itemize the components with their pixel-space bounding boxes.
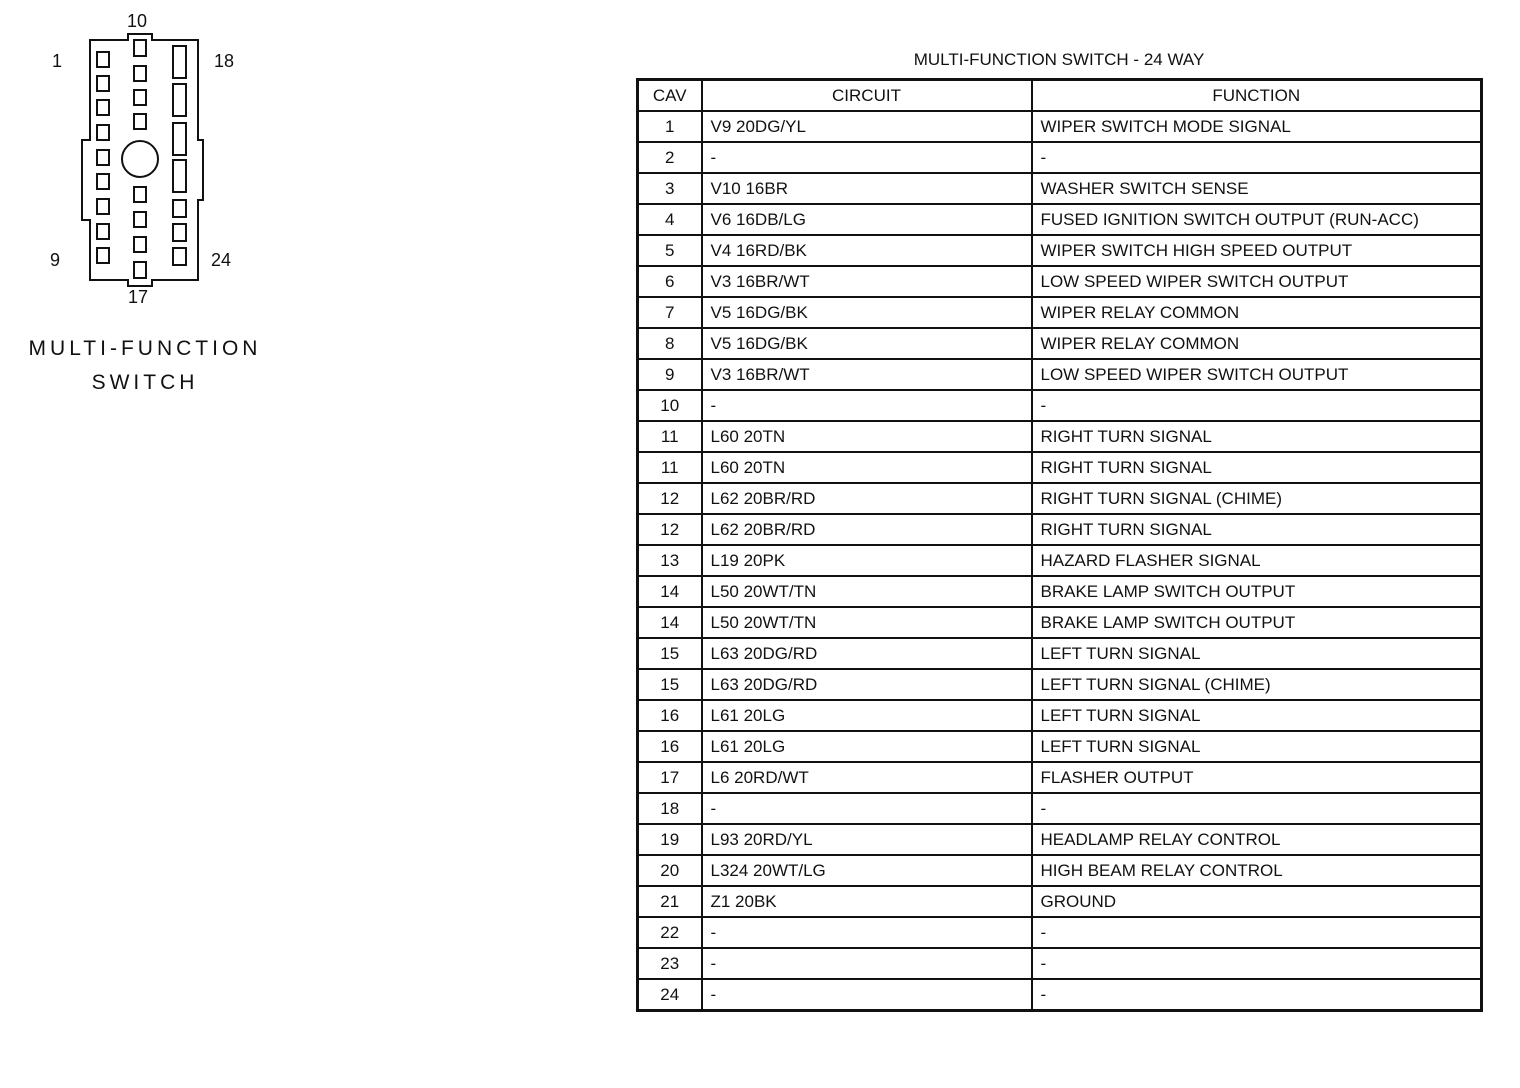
- table-row: [638, 731, 1482, 762]
- pin-label-17: 17: [128, 287, 149, 307]
- function-cell: RIGHT TURN SIGNAL (CHIME): [1032, 483, 1482, 514]
- function-cell: HEADLAMP RELAY CONTROL: [1032, 824, 1482, 855]
- function-cell: -: [1032, 917, 1482, 948]
- circuit-cell: V9 20DG/YL: [702, 111, 1032, 142]
- table-body: [638, 111, 1482, 1011]
- cav-cell: 21: [638, 886, 702, 917]
- table-row: [638, 266, 1482, 297]
- circuit-cell: V6 16DB/LG: [702, 204, 1032, 235]
- function-cell: WIPER SWITCH MODE SIGNAL: [1032, 111, 1482, 142]
- function-cell: BRAKE LAMP SWITCH OUTPUT: [1032, 607, 1482, 638]
- pinout-table: [636, 78, 1483, 1012]
- circuit-cell: V4 16RD/BK: [702, 235, 1032, 266]
- table-row: [638, 483, 1482, 514]
- cav-cell: 6: [638, 266, 702, 297]
- circuit-cell: -: [702, 948, 1032, 979]
- table-row: [638, 979, 1482, 1011]
- circuit-cell: -: [702, 979, 1032, 1011]
- function-cell: LOW SPEED WIPER SWITCH OUTPUT: [1032, 359, 1482, 390]
- function-cell: -: [1032, 979, 1482, 1011]
- pin-label-24: 24: [211, 250, 232, 270]
- header-function: FUNCTION: [1032, 80, 1482, 112]
- circuit-cell: L63 20DG/RD: [702, 638, 1032, 669]
- table-row: [638, 173, 1482, 204]
- cav-cell: 18: [638, 793, 702, 824]
- table-row: [638, 421, 1482, 452]
- cav-cell: 8: [638, 328, 702, 359]
- circuit-cell: -: [702, 793, 1032, 824]
- circuit-cell: L60 20TN: [702, 452, 1032, 483]
- header-circuit: CIRCUIT: [702, 80, 1032, 112]
- function-cell: BRAKE LAMP SWITCH OUTPUT: [1032, 576, 1482, 607]
- cav-cell: 1: [638, 111, 702, 142]
- function-cell: FUSED IGNITION SWITCH OUTPUT (RUN-ACC): [1032, 204, 1482, 235]
- function-cell: LEFT TURN SIGNAL: [1032, 731, 1482, 762]
- table-row: [638, 514, 1482, 545]
- cav-cell: 11: [638, 421, 702, 452]
- function-cell: WIPER RELAY COMMON: [1032, 297, 1482, 328]
- table-row: [638, 669, 1482, 700]
- cav-cell: 16: [638, 731, 702, 762]
- cav-cell: 16: [638, 700, 702, 731]
- table-row: [638, 762, 1482, 793]
- cav-cell: 11: [638, 452, 702, 483]
- function-cell: HAZARD FLASHER SIGNAL: [1032, 545, 1482, 576]
- table-row: [638, 204, 1482, 235]
- function-cell: WASHER SWITCH SENSE: [1032, 173, 1482, 204]
- table-row: [638, 793, 1482, 824]
- function-cell: RIGHT TURN SIGNAL: [1032, 514, 1482, 545]
- table-title: MULTI-FUNCTION SWITCH - 24 WAY: [913, 50, 1205, 69]
- table-row: [638, 917, 1482, 948]
- cav-cell: 20: [638, 855, 702, 886]
- cav-cell: 13: [638, 545, 702, 576]
- table-row: [638, 638, 1482, 669]
- cav-cell: 22: [638, 917, 702, 948]
- circuit-cell: V10 16BR: [702, 173, 1032, 204]
- circuit-cell: L60 20TN: [702, 421, 1032, 452]
- function-cell: WIPER RELAY COMMON: [1032, 328, 1482, 359]
- cav-cell: 5: [638, 235, 702, 266]
- table-row: [638, 235, 1482, 266]
- table-row: [638, 855, 1482, 886]
- cav-cell: 4: [638, 204, 702, 235]
- function-cell: RIGHT TURN SIGNAL: [1032, 452, 1482, 483]
- function-cell: LEFT TURN SIGNAL: [1032, 638, 1482, 669]
- table-row: [638, 390, 1482, 421]
- circuit-cell: -: [702, 917, 1032, 948]
- function-cell: -: [1032, 142, 1482, 173]
- circuit-cell: L19 20PK: [702, 545, 1032, 576]
- table-row: [638, 607, 1482, 638]
- cav-cell: 9: [638, 359, 702, 390]
- connector-key-circle: [122, 141, 158, 177]
- cav-cell: 23: [638, 948, 702, 979]
- cav-cell: 24: [638, 979, 702, 1011]
- caption-line-2: SWITCH: [91, 371, 199, 394]
- table-row: [638, 948, 1482, 979]
- cav-cell: 12: [638, 483, 702, 514]
- table-row: [638, 824, 1482, 855]
- cav-cell: 14: [638, 576, 702, 607]
- circuit-cell: L6 20RD/WT: [702, 762, 1032, 793]
- circuit-cell: L324 20WT/LG: [702, 855, 1032, 886]
- cav-cell: 12: [638, 514, 702, 545]
- function-cell: -: [1032, 390, 1482, 421]
- function-cell: HIGH BEAM RELAY CONTROL: [1032, 855, 1482, 886]
- connector-face-diagram: [0, 0, 300, 320]
- connector-caption: [20, 332, 270, 400]
- header-cav: CAV: [638, 80, 702, 112]
- pin-label-10: 10: [127, 11, 148, 31]
- cav-cell: 19: [638, 824, 702, 855]
- table-row: [638, 886, 1482, 917]
- cav-cell: 10: [638, 390, 702, 421]
- table-row: [638, 297, 1482, 328]
- circuit-cell: L62 20BR/RD: [702, 483, 1032, 514]
- table-row: [638, 545, 1482, 576]
- function-cell: FLASHER OUTPUT: [1032, 762, 1482, 793]
- pin-column-center: [134, 40, 146, 278]
- function-cell: GROUND: [1032, 886, 1482, 917]
- cav-cell: 14: [638, 607, 702, 638]
- table-row: [638, 576, 1482, 607]
- table-row: [638, 142, 1482, 173]
- connector-figure: [0, 0, 300, 420]
- function-cell: LOW SPEED WIPER SWITCH OUTPUT: [1032, 266, 1482, 297]
- cav-cell: 2: [638, 142, 702, 173]
- circuit-cell: V5 16DG/BK: [702, 297, 1032, 328]
- function-cell: WIPER SWITCH HIGH SPEED OUTPUT: [1032, 235, 1482, 266]
- table-row: [638, 359, 1482, 390]
- circuit-cell: V3 16BR/WT: [702, 266, 1032, 297]
- table-row: [638, 700, 1482, 731]
- table-row: [638, 328, 1482, 359]
- cav-cell: 3: [638, 173, 702, 204]
- pin-column-right: [173, 46, 186, 265]
- function-cell: RIGHT TURN SIGNAL: [1032, 421, 1482, 452]
- pin-label-9: 9: [50, 250, 61, 270]
- function-cell: LEFT TURN SIGNAL (CHIME): [1032, 669, 1482, 700]
- caption-line-1: MULTI-FUNCTION: [28, 337, 262, 360]
- function-cell: -: [1032, 793, 1482, 824]
- circuit-cell: V3 16BR/WT: [702, 359, 1032, 390]
- pin-label-18: 18: [214, 51, 235, 71]
- circuit-cell: L63 20DG/RD: [702, 669, 1032, 700]
- circuit-cell: -: [702, 142, 1032, 173]
- circuit-cell: L61 20LG: [702, 700, 1032, 731]
- circuit-cell: L61 20LG: [702, 731, 1032, 762]
- circuit-cell: L50 20WT/TN: [702, 607, 1032, 638]
- pin-column-left: [97, 52, 109, 263]
- cav-cell: 17: [638, 762, 702, 793]
- cav-cell: 15: [638, 669, 702, 700]
- circuit-cell: L50 20WT/TN: [702, 576, 1032, 607]
- table-header-row: [638, 80, 1482, 112]
- circuit-cell: L62 20BR/RD: [702, 514, 1032, 545]
- pin-label-1: 1: [52, 51, 63, 71]
- circuit-cell: -: [702, 390, 1032, 421]
- function-cell: -: [1032, 948, 1482, 979]
- circuit-cell: Z1 20BK: [702, 886, 1032, 917]
- cav-cell: 15: [638, 638, 702, 669]
- table-row: [638, 452, 1482, 483]
- cav-cell: 7: [638, 297, 702, 328]
- table-row: [638, 111, 1482, 142]
- function-cell: LEFT TURN SIGNAL: [1032, 700, 1482, 731]
- circuit-cell: V5 16DG/BK: [702, 328, 1032, 359]
- circuit-cell: L93 20RD/YL: [702, 824, 1032, 855]
